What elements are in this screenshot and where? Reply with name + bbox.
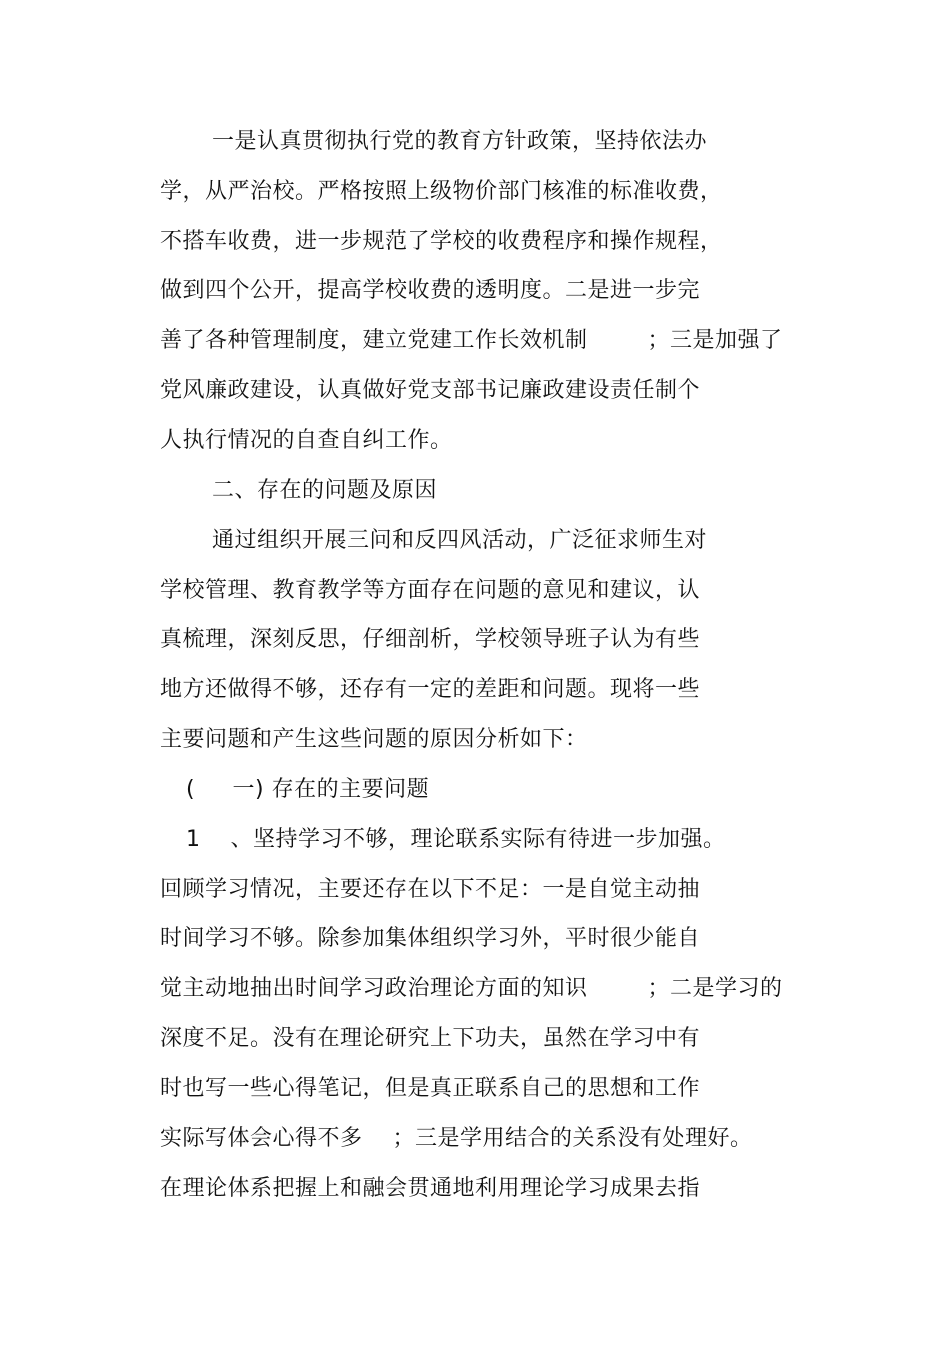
text-line: 深度不足。没有在理论研究上下功夫，虽然在学习中有 [160, 1026, 701, 1051]
text-line: 1 、坚持学习不够，理论联系实际有待进一步加强。 [186, 827, 726, 852]
text-line: 一是认真贯彻执行党的教育方针政策，坚持依法办 [212, 129, 708, 154]
text-line: 党风廉政建设，认真做好党支部书记廉政建设责任制个 [160, 378, 701, 403]
text-line: 做到四个公开，提高学校收费的透明度。二是进一步完 [160, 278, 701, 303]
text-line: 主要问题和产生这些问题的原因分析如下： [160, 727, 588, 752]
text-line: 时间学习不够。除参加集体组织学习外，平时很少能自 [160, 926, 701, 951]
text-line: 人执行情况的自查自纠工作。 [160, 428, 453, 453]
text-line: 实际写体会心得不多 ；三是学用结合的关系没有处理好。 [160, 1126, 753, 1151]
text-line: 不搭车收费，进一步规范了学校的收费程序和操作规程， [160, 229, 723, 254]
text-line: 地方还做得不够，还存有一定的差距和问题。现将一些 [160, 677, 701, 702]
subsection-heading: ( 一) 存在的主要问题 [186, 777, 430, 802]
text-line: 通过组织开展三问和反四风活动，广泛征求师生对 [212, 528, 708, 553]
text-line: 觉主动地抽出时间学习政治理论方面的知识 ；二是学习的 [160, 976, 783, 1001]
text-line: 时也写一些心得笔记，但是真正联系自己的思想和工作 [160, 1076, 701, 1101]
section-heading: 二、存在的问题及原因 [212, 478, 438, 503]
text-line: 善了各种管理制度，建立党建工作长效机制 ；三是加强了 [160, 328, 783, 353]
text-line: 在理论体系把握上和融会贯通地利用理论学习成果去指 [160, 1176, 701, 1201]
text-line: 学，从严治校。严格按照上级物价部门核准的标准收费， [160, 179, 723, 204]
text-line: 回顾学习情况，主要还存在以下不足：一是自觉主动抽 [160, 877, 701, 902]
text-line: 真梳理，深刻反思，仔细剖析，学校领导班子认为有些 [160, 627, 701, 652]
text-line: 学校管理、教育教学等方面存在问题的意见和建议，认 [160, 578, 701, 603]
